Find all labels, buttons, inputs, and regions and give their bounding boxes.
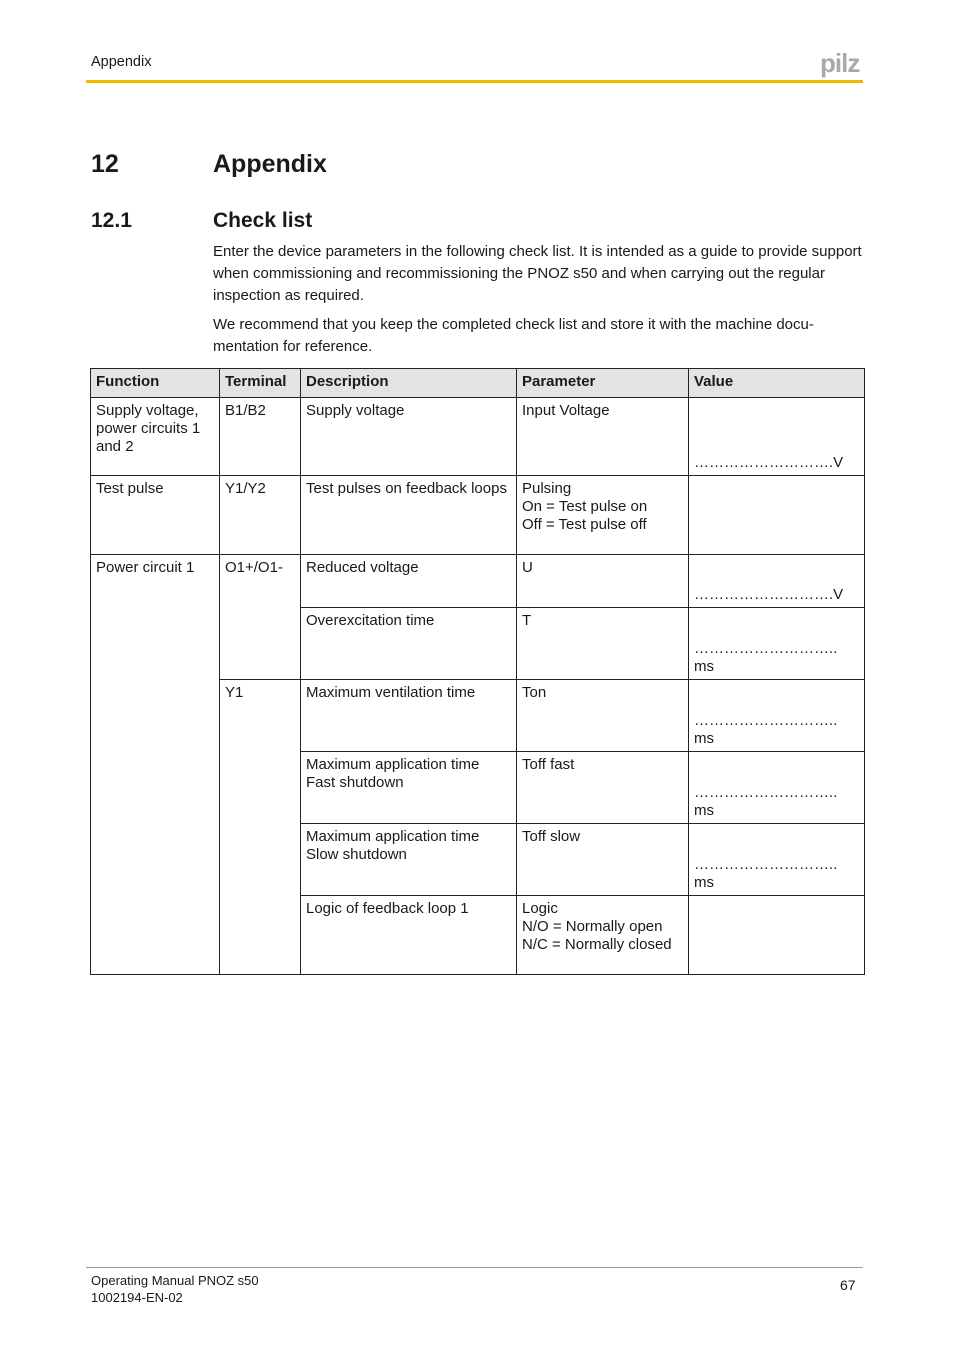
header-value: Value: [689, 369, 865, 398]
parameter-line: N/O = Normally open: [522, 918, 663, 935]
footer-divider: [86, 1267, 863, 1268]
description-line: Maximum application time: [306, 828, 480, 845]
parameter-cell: Toff fast: [517, 752, 689, 824]
function-cell: Supply voltage, power circuits 1 and 2: [91, 398, 220, 476]
description-cell: Maximum ventilation time: [301, 680, 517, 752]
value-field[interactable]: ……………………….. ms: [689, 680, 865, 752]
header-terminal: Terminal: [220, 369, 301, 398]
parameter-cell: T: [517, 608, 689, 680]
chapter-title: Appendix: [213, 150, 327, 178]
value-field[interactable]: ……………………….V: [689, 398, 865, 476]
parameter-line: Logic: [522, 900, 558, 917]
chapter-number: 12: [91, 150, 119, 178]
parameter-cell: [517, 896, 689, 975]
description-line: Maximum application time: [306, 756, 480, 773]
description-cell: Overexcitation time: [301, 608, 517, 680]
terminal-cell: Y1: [220, 680, 301, 975]
value-field[interactable]: [689, 476, 865, 555]
header-function: Function: [91, 369, 220, 398]
table-header-row: [91, 369, 865, 398]
value-field[interactable]: ……………………….. ms: [689, 608, 865, 680]
parameter-line: Pulsing: [522, 480, 572, 497]
function-cell: Test pulse: [91, 476, 220, 555]
description-line: Fast shutdown: [306, 774, 404, 791]
description-cell: Test pulses on feedback loops: [301, 476, 517, 555]
parameter-line: N/C = Normally closed: [522, 936, 672, 953]
terminal-cell: B1/B2: [220, 398, 301, 476]
description-cell: Logic of feedback loop 1: [301, 896, 517, 975]
description-cell: [301, 752, 517, 824]
description-cell: Supply voltage: [301, 398, 517, 476]
recommendation-paragraph: We recommend that you keep the completed check list and store it with the machine docu-mentation for reference.: [213, 316, 814, 355]
header-parameter: Parameter: [517, 369, 689, 398]
value-field[interactable]: [689, 896, 865, 975]
parameter-cell: Ton: [517, 680, 689, 752]
description-cell: Reduced voltage: [301, 555, 517, 608]
function-cell: Power circuit 1: [91, 555, 220, 975]
parameter-cell: Toff slow: [517, 824, 689, 896]
section-number: 12.1: [91, 209, 132, 232]
value-field[interactable]: ……………………….. ms: [689, 824, 865, 896]
section-title: Check list: [213, 209, 313, 232]
pilz-logo: pilz: [820, 48, 860, 78]
parameter-line: Off = Test pulse off: [522, 516, 647, 533]
header-description: Description: [301, 369, 517, 398]
footer-doc-number: 1002194-EN-02: [91, 1290, 183, 1305]
header-divider: [86, 80, 863, 83]
page-number: 67: [840, 1277, 856, 1293]
description-line: Slow shutdown: [306, 846, 407, 863]
parameter-cell: U: [517, 555, 689, 608]
value-field[interactable]: ……………………….V: [689, 555, 865, 608]
footer-manual-title: Operating Manual PNOZ s50: [91, 1273, 259, 1288]
table-row: [91, 398, 865, 476]
value-field[interactable]: ……………………….. ms: [689, 752, 865, 824]
check-list-table: [90, 368, 865, 975]
terminal-cell: Y1/Y2: [220, 476, 301, 555]
header-section-title: Appendix: [91, 54, 152, 70]
description-cell: [301, 824, 517, 896]
parameter-cell: Input Voltage: [517, 398, 689, 476]
parameter-cell: [517, 476, 689, 555]
footer-info: [91, 1272, 259, 1306]
parameter-line: On = Test pulse on: [522, 498, 648, 515]
table-row: [91, 476, 865, 555]
intro-paragraph: Enter the device parameters in the following check list. It is intended as a guide to provide support when commissioning and recommissioning the PNOZ s50 and when carrying out the regular inspection as required.: [213, 243, 862, 304]
terminal-cell: O1+/O1-: [220, 555, 301, 680]
table-row: [91, 555, 865, 608]
